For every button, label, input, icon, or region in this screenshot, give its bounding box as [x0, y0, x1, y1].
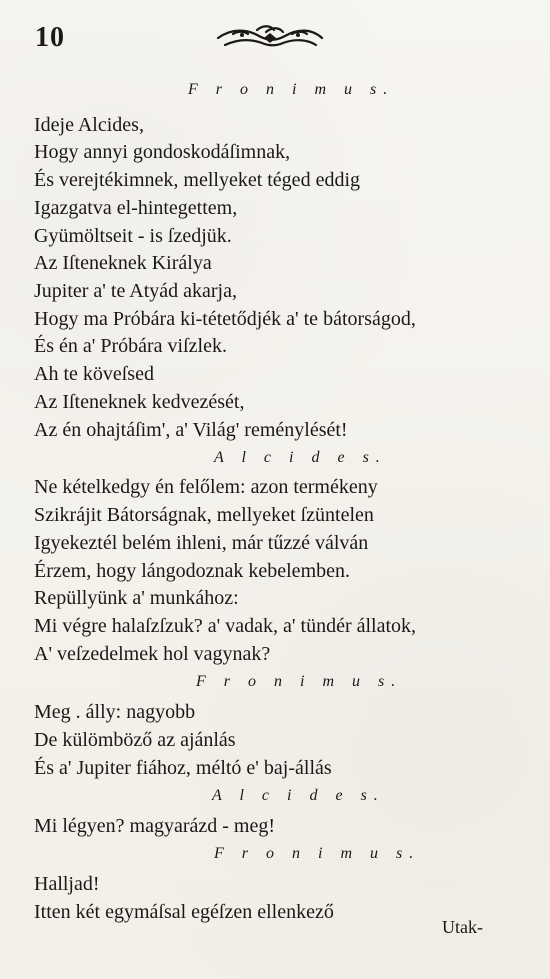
text-line: Igazgatva el-hintegettem,: [34, 197, 238, 219]
text-line: Itten két egymáſsal egéſzen ellenkező: [34, 901, 334, 923]
text-line: Mi légyen? magyarázd - meg!: [34, 815, 276, 837]
text-line: Hogy annyi gondoskodáſimnak,: [34, 141, 291, 163]
text-line: Meg . álly: nagyobb: [34, 701, 196, 723]
text-line: Az én ohajtáſim', a' Világ' reménylését!: [34, 419, 348, 441]
text-line: Szikrájit Bátorságnak, mellyeket ſzüntelen: [34, 504, 374, 526]
text-line: A' veſzedelmek hol vagynak?: [34, 643, 271, 665]
text-line: Ne kételkedgy én felőlem: azon termékeny: [34, 476, 378, 498]
text-line: Igyekeztél belém ihleni, már tűzzé válván: [34, 532, 369, 554]
speaker-alcides: A l c i d e s.: [212, 787, 385, 804]
speaker-fronimus: F r o n i m u s.: [196, 673, 403, 690]
text-line: Mi végre halaſzſzuk? a' vadak, a' tündér állatok,: [34, 615, 417, 637]
text-line: Az Iſteneknek kedvezését,: [34, 391, 245, 413]
speaker-fronimus: F r o n i m u s.: [188, 81, 395, 98]
text-line: De külömböző az ajánlás: [34, 729, 236, 751]
speaker-alcides: A l c i d e s.: [214, 449, 387, 466]
text-line: És én a' Próbára viſzlek.: [34, 335, 227, 357]
text-line: És verejtékimnek, mellyeket téged eddig: [34, 169, 360, 191]
text-line: Érzem, hogy lángodoznak kebelemben.: [34, 560, 350, 582]
page-number: 10: [35, 22, 65, 53]
page-header: [0, 0, 550, 70]
text-line: Ah te köveſsed: [34, 363, 154, 385]
decorative-rule-icon: [210, 18, 330, 53]
text-line: Repüllyünk a' munkához:: [34, 587, 239, 609]
text-line: Hogy ma Próbára ki-tétetődjék a' te bátorságod,: [34, 308, 416, 330]
text-line: Az Iſteneknek Királya: [34, 252, 212, 274]
text-line: Gyümöltseit - is ſzedjük.: [34, 225, 232, 247]
catchword: Utak-: [442, 917, 483, 937]
text-line: Halljad!: [34, 873, 100, 895]
text-line: Ideje Alcides,: [34, 114, 144, 136]
text-line: Jupiter a' te Atyád akarja,: [34, 280, 237, 302]
speaker-fronimus: F r o n i m u s.: [214, 845, 421, 862]
text-line: És a' Jupiter fiához, méltó e' baj-állás: [34, 757, 332, 779]
